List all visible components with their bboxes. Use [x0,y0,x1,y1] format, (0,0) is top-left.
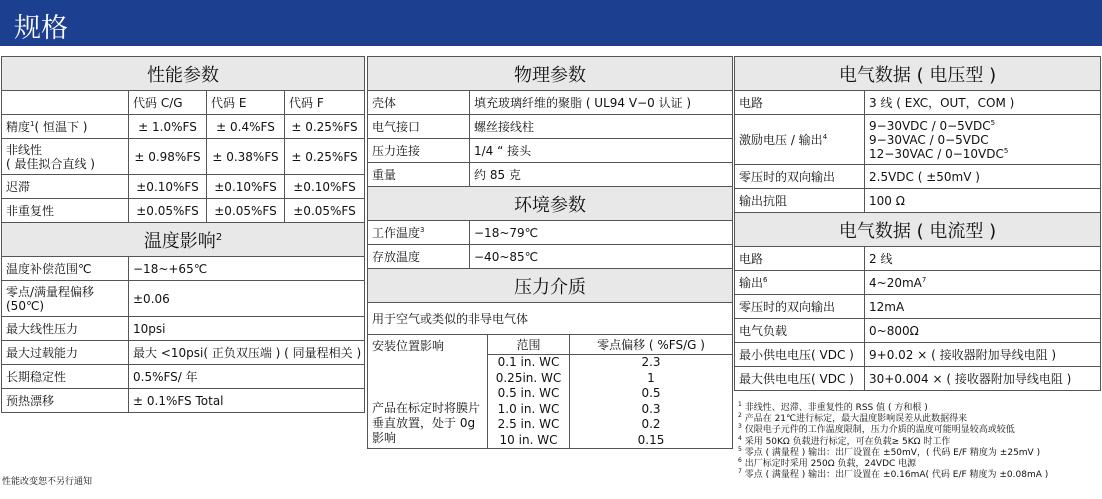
table-cell: −40~85℃ [470,245,733,269]
table-cell: 2 线 [865,247,1101,271]
voltage-heading: 电气数据 ( 电压型 ) [735,57,1101,91]
footnote: $^7$ 零点 ( 满量程 ) 输出：出厂设置在 ±0.16mA( 代码 E/F 精度为 ±0.08mA ) [738,468,1049,481]
table-cell: ±0.05%FS [207,199,285,223]
install-label: 安装位置影响 [368,335,488,355]
list-item: 0.25in. WC [495,370,562,385]
list-item: 2.3 [641,355,661,369]
list-item: 0.3 [641,401,661,416]
row-label: 输出$^6$ [735,271,865,295]
row-label: 精度$^1$( 恒温下 ) [2,115,129,139]
physical-heading: 物理参数 [368,57,733,91]
row-label: 非重复性 [2,199,129,223]
table-cell: ± 0.38%FS [207,139,285,175]
table-cell: ± 0.4%FS [207,115,285,139]
row-label: 最小供电电压( VDC ) [735,343,865,367]
table-cell: 0~800Ω [865,319,1101,343]
row-label: 温度补偿范围℃ [2,257,129,281]
row-label: 电气负载 [735,319,865,343]
performance-heading: 性能参数 [2,57,365,91]
row-label: 输出抗阻 [735,189,865,213]
list-item: 0.15 [637,432,665,447]
list-item: 2.5 in. WC [497,417,560,431]
table-cell: 约 85 克 [470,163,733,187]
table-cell: 100 Ω [865,189,1101,213]
table-cell: 1/4 “ 接头 [470,139,733,163]
current-table [734,212,1101,391]
list-item: 0.1 in. WC [497,355,560,369]
table-cell: 最大 <10psi( 正负双压端 ) ( 同量程相关 ) [129,341,365,365]
table-cell: ±0.05%FS [285,199,365,223]
temperature-heading: 温度影响$^2$ [2,223,365,257]
table-cell: ±0.05%FS [129,199,207,223]
footnote: $^2$ 产品在 21℃进行标定，最大温度影响误差从此数据得来 [738,412,968,425]
environment-heading: 环境参数 [368,187,733,221]
row-label: 激励电压 / 输出$^4$ [735,115,865,165]
footnote: $^3$ 仅限电子元件的工作温度限制，压力介质的温度可能明显较高或较低 [738,423,1015,436]
row-label: 工作温度$^3$ [368,221,470,245]
footnotes [738,403,1048,481]
column-header: 代码 C/G [129,91,207,115]
table-cell: −18~79℃ [470,221,733,245]
table-cell: ±0.10%FS [207,175,285,199]
list-item: 0.2 [641,417,661,431]
list-item: 10 in. WC [499,432,558,447]
page-title: 规格 [14,13,68,44]
table-cell: ± 1.0%FS [129,115,207,139]
row-label: 壳体 [368,91,470,115]
table-cell: 10psi [129,317,365,341]
row-label: 存放温度 [368,245,470,269]
row-label: 零压时的双向输出 [735,165,865,189]
list-item: 0.5 [641,386,661,400]
range-header: 范围 [488,335,570,355]
table-cell: 填充玻璃纤维的聚脂 ( UL94 V−0 认证 ) [470,91,733,115]
offset-header: 零点偏移 ( %FS/G ) [570,335,733,355]
title-bar [0,0,1102,46]
row-label: 压力连接 [368,139,470,163]
row-label: 重量 [368,163,470,187]
offset-list [570,355,733,449]
table-cell: 30+0.004 × ( 接收器附加导线电阻 ) [865,367,1101,391]
table-cell: 12mA [865,295,1101,319]
list-item: 0.5 in. WC [497,386,560,400]
list-item: 1 [647,370,655,385]
middle-column [367,56,733,449]
row-label: 长期稳定性 [2,365,129,389]
table-cell: $4\sim 20mA^7$ [865,271,1101,295]
footnote: $^1$ 非线性、迟滞、非重复性的 RSS 值 ( 方和根 ) [738,401,928,413]
footnote: $^5$ 零点 ( 满量程 ) 输出：出厂设置在 ±50mV，( 代码 E/F 精度为 ±25mV ) [738,445,1041,458]
left-column [1,56,365,413]
table-cell: ± 0.98%FS [129,139,207,175]
performance-table [1,56,365,223]
row-label: 最大线性压力 [2,317,129,341]
voltage-table [734,56,1101,213]
install-description: 产品在标定时将膜片垂直放置，处于 0g 影响 [368,355,488,449]
footnote: $^4$ 采用 50KΩ 负载进行标定，可在负载≥ 5KΩ 时工作 [738,434,951,447]
table-cell: ±0.06 [129,281,365,317]
table-cell: 2.5VDC ( ±50mV ) [865,165,1101,189]
row-label: 迟滞 [2,175,129,199]
table-cell: $9-30VDC / 0-5VDC^5$ 9−30VAC / 0−5VDC $12-30VAC / 0-10VDC^5$ [865,115,1101,165]
media-table [367,268,733,449]
table-cell: 0.5%FS/ 年 [129,365,365,389]
media-heading: 压力介质 [368,269,733,303]
physical-table [367,56,733,187]
table-cell: ±0.10%FS [129,175,207,199]
temperature-table [1,222,365,413]
media-description: 用于空气或类似的非导电气体 [368,303,733,335]
range-list [488,355,570,449]
row-label: 预热漂移 [2,389,129,413]
environment-table [367,186,733,269]
row-label: 最大过载能力 [2,341,129,365]
row-label: 最大供电电压( VDC ) [735,367,865,391]
footnote: $^6$ 出厂标定时采用 250Ω 负载，24VDC 电源 [738,457,917,470]
performance-corner [2,91,129,115]
table-cell: ±0.10%FS [285,175,365,199]
row-label: 电路 [735,91,865,115]
table-cell: −18~+65℃ [129,257,365,281]
table-cell: ± 0.25%FS [285,115,365,139]
bottom-note: 性能改变恕不另行通知 [2,477,93,487]
table-cell: 螺丝接线柱 [470,115,733,139]
current-heading: 电气数据 ( 电流型 ) [735,213,1101,247]
list-item: 1.0 in. WC [497,401,560,416]
table-cell: ± 0.1%FS Total [129,389,365,413]
row-label: 非线性 ( 最佳拟合直线 ) [2,139,129,175]
table-cell: ± 0.25%FS [285,139,365,175]
row-label: 零点/满量程偏移 (50℃) [2,281,129,317]
row-label: 电气接口 [368,115,470,139]
row-label: 零压时的双向输出 [735,295,865,319]
column-header: 代码 E [207,91,285,115]
table-cell: 3 线 ( EXC，OUT，COM ) [865,91,1101,115]
table-cell: 9+0.02 × ( 接收器附加导线电阻 ) [865,343,1101,367]
right-column [734,56,1101,391]
column-header: 代码 F [285,91,365,115]
row-label: 电路 [735,247,865,271]
